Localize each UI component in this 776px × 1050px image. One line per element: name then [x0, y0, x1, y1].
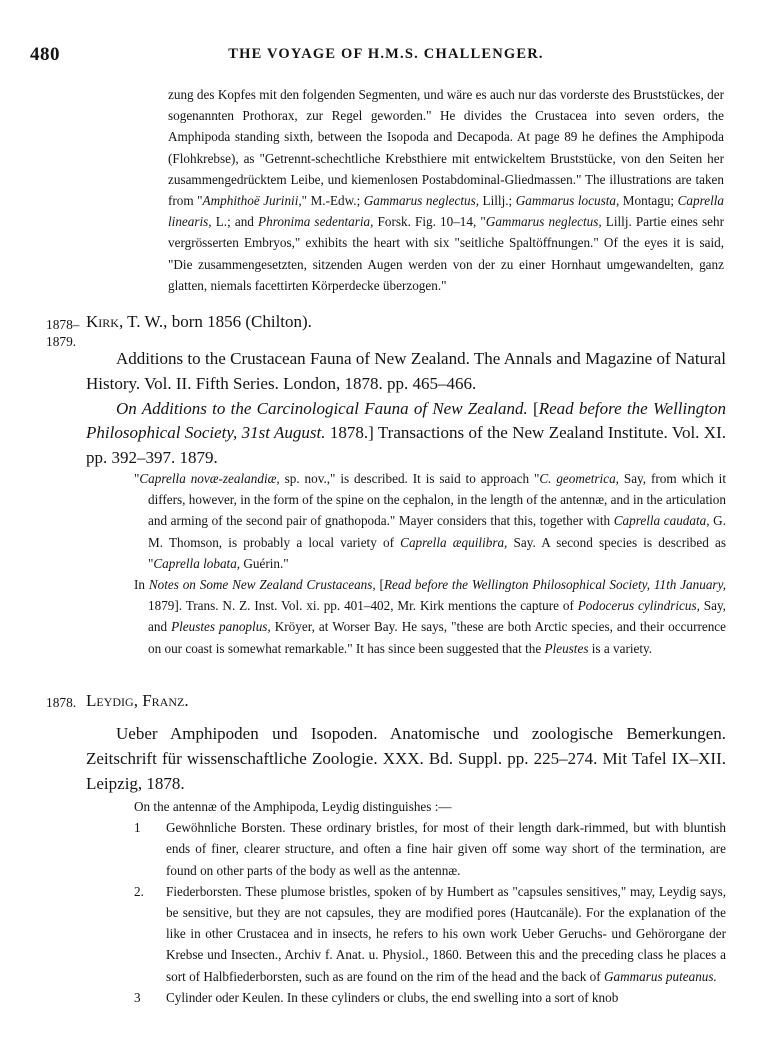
- title-1: Additions to the Crustacean Fauna of New Zealand. The Annals and Magazine of Natural History. Vol. II. Fifth Series. London, 1878. pp. 465–466.: [86, 349, 726, 393]
- title-2: On Additions to the Carcinological Fauna of New Zealand. [Read before the Wellington Philosophical Society, 31st August. 1878.] Transactions of the New Zealand Institute. Vol. XI. pp. 392–397. 1879.: [86, 398, 726, 468]
- notes-intro: On the antennæ of the Amphipoda, Leydig distinguishes :—: [134, 799, 452, 814]
- entry-author-kirk: Kirk, T. W., born 1856 (Chilton).: [86, 312, 312, 331]
- entry-author-leydig: Leydig, Franz.: [86, 691, 189, 710]
- entry-notes-kirk: [134, 468, 726, 659]
- running-title: THE VOYAGE OF H.M.S. CHALLENGER.: [228, 46, 544, 62]
- page-number: 480: [30, 44, 60, 65]
- list-item: 3 Cylinder oder Keulen. In these cylinders or clubs, the end swelling into a sort of knob: [134, 989, 619, 1005]
- list-item: 2. Fiederborsten. These plumose bristles, spoken of by Humbert as "capsules sensitives," may, Leydig says, be sensitive, but they are not capsules, they are modified pores (Hautcanäle). For the explanation of the like in other Crustacea and in insects, he refers to his own work Ueber Geruchs- und Gehörorgane der Krebse und Insecten., Archiv f. Anat. u. Physiol., 1860. Between this and the preceding class he places a sort of Halbfiederborsten, such as are found on the rim of the head and the back of Gammarus puteanus.: [134, 883, 726, 984]
- list-item: 1 Gewöhnliche Borsten. These ordinary bristles, for most of their length dark-rimmed, but with bluntish ends of finer, clearer structure, and often a fine hair given off some way short of the termination, are found on other parts of the body as well as the antennæ.: [134, 820, 726, 878]
- entry-date-kirk: 1878– 1879.: [46, 317, 80, 349]
- note-paragraph: In Notes on Some New Zealand Crustaceans, [Read before the Wellington Philosophical Society, 11th January, 1879]. Trans. N. Z. Inst. Vol. xi. pp. 401–402, Mr. Kirk mentions the capture of Podocerus cylindricus, Say, and Pleustes panoplus, Kröyer, at Worser Bay. He says, "these are both Arctic species, and their occurrence on our coast is somewhat remarkable." It has since been suggested that the Pleustes is a variety.: [134, 577, 727, 656]
- entry-date-leydig: 1878.: [46, 695, 77, 710]
- entry-title-leydig: Ueber Amphipoden und Isopoden. Anatomische und zoologische Bemerkungen. Zeitschrift für wissenschaftliche Zoologie. XXX. Bd. Suppl. pp. 225–274. Mit Tafel IX–XII. Leipzig, 1878.: [86, 724, 726, 793]
- continued-paragraph: zung des Kopfes mit den folgenden Segmenten, und wäre es auch nur das vorderste des Bruststückes, der sogenannten Prothorax, zur Regel geworden." He divides the Crustacea into seven orders, the Amphipoda standing sixth, between the Isopoda and Decapoda. At page 89 he defines the Amphipoda (Flohkrebse), as "Getrennt-schechtliche Krebsthiere mit entwickeltem Bruststücke, von den Seiten her zusammengedrücktem Leibe, und kiemenlosen Postabdominal-Gliedmassen." The illustrations are taken from "Amphithoë Jurinii," M.-Edw.; Gammarus neglectus, Lillj.; Gammarus locusta, Montagu; Caprella linearis, L.; and Phronima sedentaria, Forsk. Fig. 10–14, "Gammarus neglectus, Lillj. Partie eines sehr vergrösserten Embryos," exhibits the heart with six "seitliche Spaltöffnungen." Of the eyes it is said, "Die zusammengesetzten, sitzenden Augen werden von der zu einer Hornhaut umgewandelten, ganz glatten, niemals facettirten Körperdecke überzogen.": [168, 87, 724, 293]
- entry-notes-leydig: [134, 796, 726, 1008]
- note-paragraph: "Caprella novæ-zealandiæ, sp. nov.," is described. It is said to approach "C. geometrica, Say, from which it differs, however, in the form of the spine on the cephalon, in the length of the antennæ, and in the articulation and arming of the second pair of gnathopoda." Mayer considers that this, together with Caprella caudata, G. M. Thomson, is probably a local variety of Caprella æquilibra, Say. A second species is described as "Caprella lobata, Guérin.": [134, 471, 727, 571]
- running-header: [30, 44, 742, 66]
- entry-titles-kirk: [86, 347, 726, 471]
